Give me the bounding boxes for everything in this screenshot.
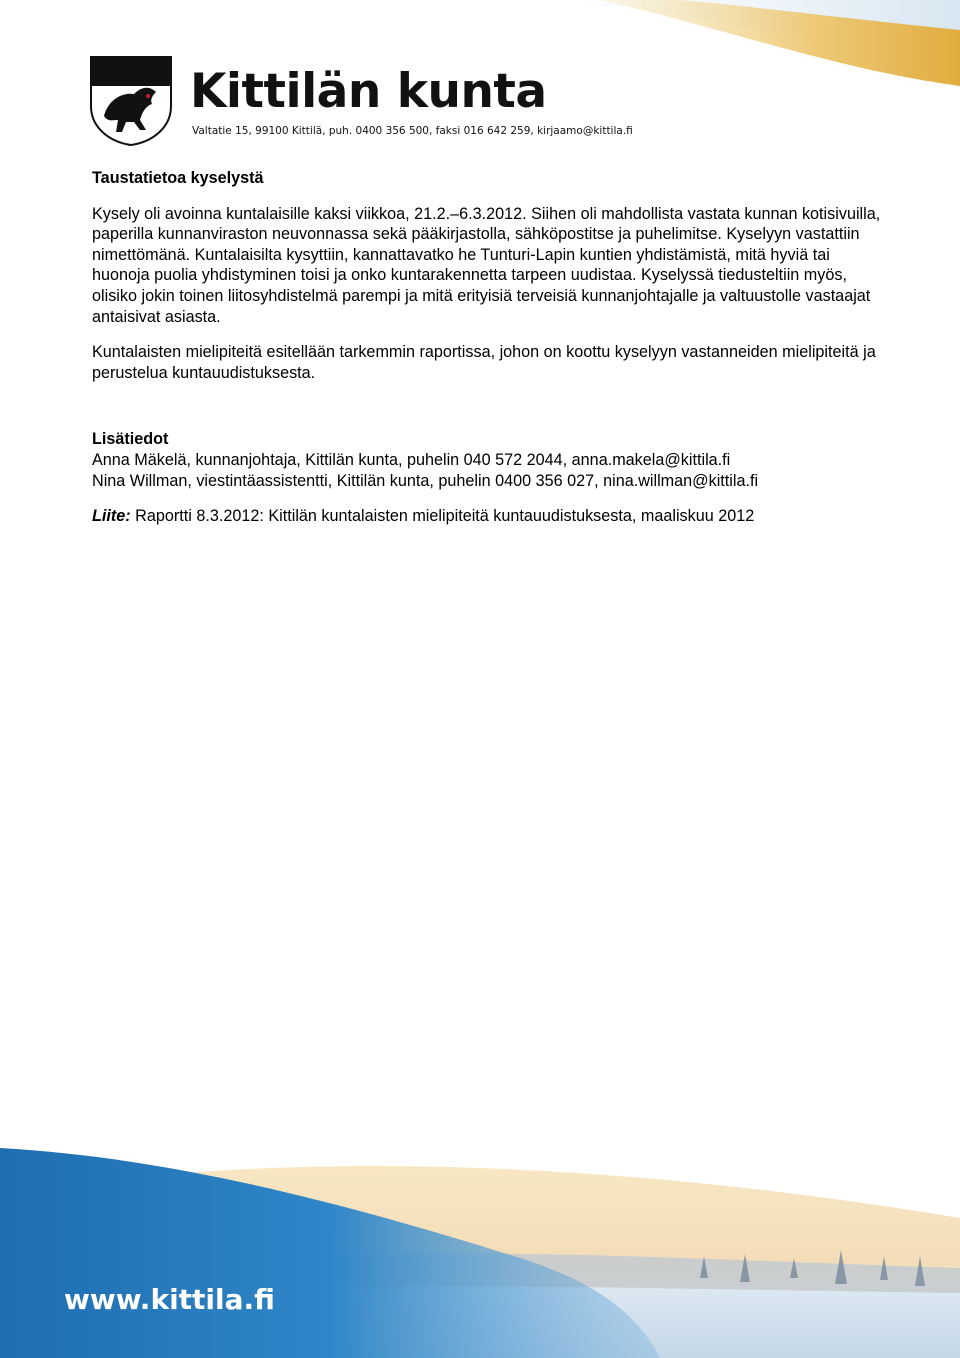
attachment-text: Raportti 8.3.2012: Kittilän kuntalaisten mielipiteitä kuntauudistuksesta, maaliskuu 2012: [130, 507, 755, 526]
coat-of-arms-icon: [90, 56, 172, 146]
attachment-line: [92, 506, 882, 527]
background-paragraph-1: Kysely oli avoinna kuntalaisille kaksi viikkoa, 21.2.–6.3.2012. Siihen oli mahdollista vastata kunnan kotisivuilla, paperilla kunnanviraston neuvonnassa sekä pääkirjastolla, sähköpostitse ja puhelimitse. Kyselyyn vastattiin nimettömänä. Kuntalaisilta kysyttiin, kannattavatko he Tunturi-Lapin kuntien yhdistämistä, mitä hyviä tai huonoja puolia yhdistyminen toisi ja onko kuntarakennetta tarpeen uudistaa. Kyselyssä tiedusteltiin myös, olisiko jokin toinen liitosyhdistelmä parempi ja mitä erityisiä terveisiä kunnanjohtajalle ja valtuustolle vastaajat antaisivat asiasta.: [92, 204, 881, 326]
background-paragraph-2: Kuntalaisten mielipiteitä esitellään tarkemmin raportissa, johon on koottu kyselyyn vastanneiden mielipiteitä ja perustelua kuntauudistuksesta.: [92, 343, 876, 382]
municipality-logo: [90, 56, 633, 148]
municipality-name: Kittilän kunta: [190, 64, 547, 119]
document-body: [92, 168, 882, 527]
contact-line-1: Anna Mäkelä, kunnanjohtaja, Kittilän kunta, puhelin 040 572 2044, anna.makela@kittila.fi: [92, 450, 731, 469]
contact-line-2: Nina Willman, viestintäassistentti, Kittilän kunta, puhelin 0400 356 027, nina.willman@kittila.fi: [92, 471, 759, 490]
background-heading: Taustatietoa kyselystä: [92, 169, 264, 187]
website-link[interactable]: www.kittila.fi: [64, 1283, 275, 1316]
attachment-label: Liite:: [92, 507, 131, 526]
footer-landscape-decoration: [0, 1128, 960, 1358]
contacts-heading: Lisätiedot: [92, 430, 169, 449]
contact-address: Valtatie 15, 99100 Kittilä, puh. 0400 356 500, faksi 016 642 259, kirjaamo@kittila.fi: [192, 125, 633, 137]
